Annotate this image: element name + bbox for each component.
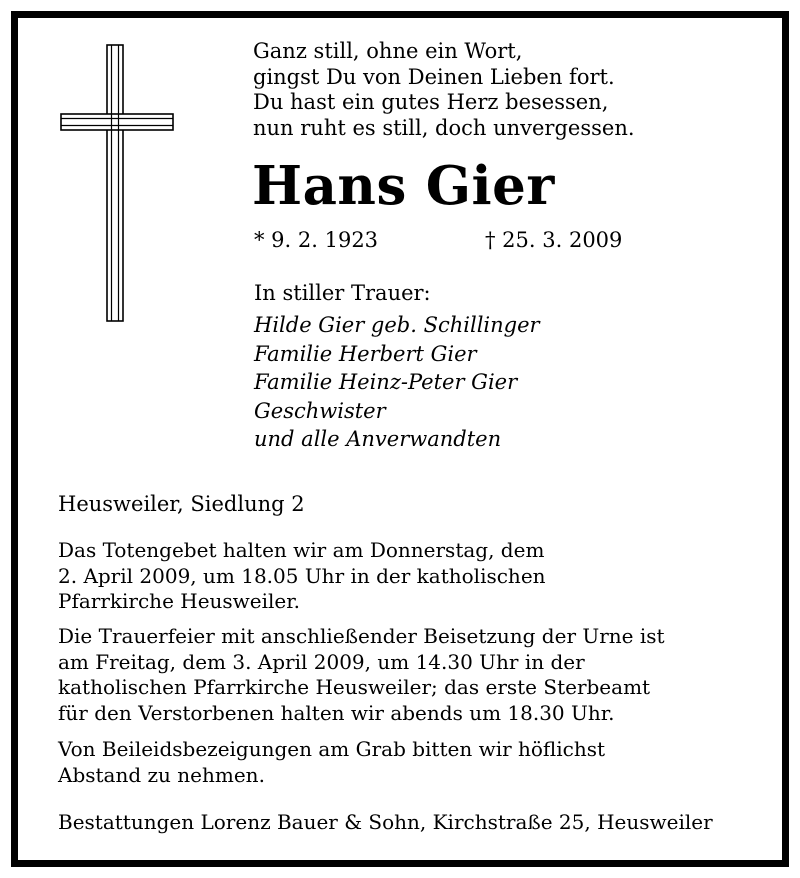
paragraph-line: für den Verstorbenen halten wir abends um 18.30 Uhr. [58,700,615,725]
mourner: Hilde Gier geb. Schillinger [254,313,540,337]
paragraph-line: Abstand zu nehmen. [58,762,265,787]
paragraph-line: Das Totengebet halten wir am Donnerstag, dem [58,538,545,562]
mourner: Familie Heinz-Peter Gier [254,370,518,394]
mourners-list [254,315,540,458]
mourner: und alle Anverwandten [254,427,502,451]
mourner: Geschwister [254,398,386,423]
paragraph-line: 2. April 2009, um 18.05 Uhr in der katholischen [58,563,546,588]
paragraph-line: am Freitag, dem 3. April 2009, um 14.30 Uhr in der [58,649,585,674]
paragraph-line: Die Trauerfeier mit anschließender Beisetzung der Urne ist [58,624,665,648]
funeral-paragraph [58,626,665,728]
paragraph-line: Pfarrkirche Heusweiler. [58,589,300,613]
poem-line: gingst Du von Deinen Lieben fort. [253,64,615,89]
address-location: Heusweiler, Siedlung 2 [58,492,305,516]
mourner: Familie Herbert Gier [254,341,477,366]
birth-date: * 9. 2. 1923 [254,228,379,252]
undertaker-line: Bestattungen Lorenz Bauer & Sohn, Kirchstraße 25, Heusweiler [58,810,713,834]
poem [253,41,635,143]
cross-icon [60,44,174,324]
poem-line: Du hast ein gutes Herz besessen, [253,90,609,114]
mourning-heading: In stiller Trauer: [254,281,431,305]
poem-line: Ganz still, ohne ein Wort, [253,39,523,63]
poem-line: nun ruht es still, doch unvergessen. [253,115,635,140]
paragraph-line: katholischen Pfarrkirche Heusweiler; das erste Sterbeamt [58,675,651,699]
condolence-paragraph [58,739,605,790]
paragraph-line: Von Beileidsbezeigungen am Grab bitten wir höflichst [58,737,606,761]
prayer-paragraph [58,540,546,617]
death-date: † 25. 3. 2009 [485,228,623,252]
deceased-name: Hans Gier [252,155,555,217]
